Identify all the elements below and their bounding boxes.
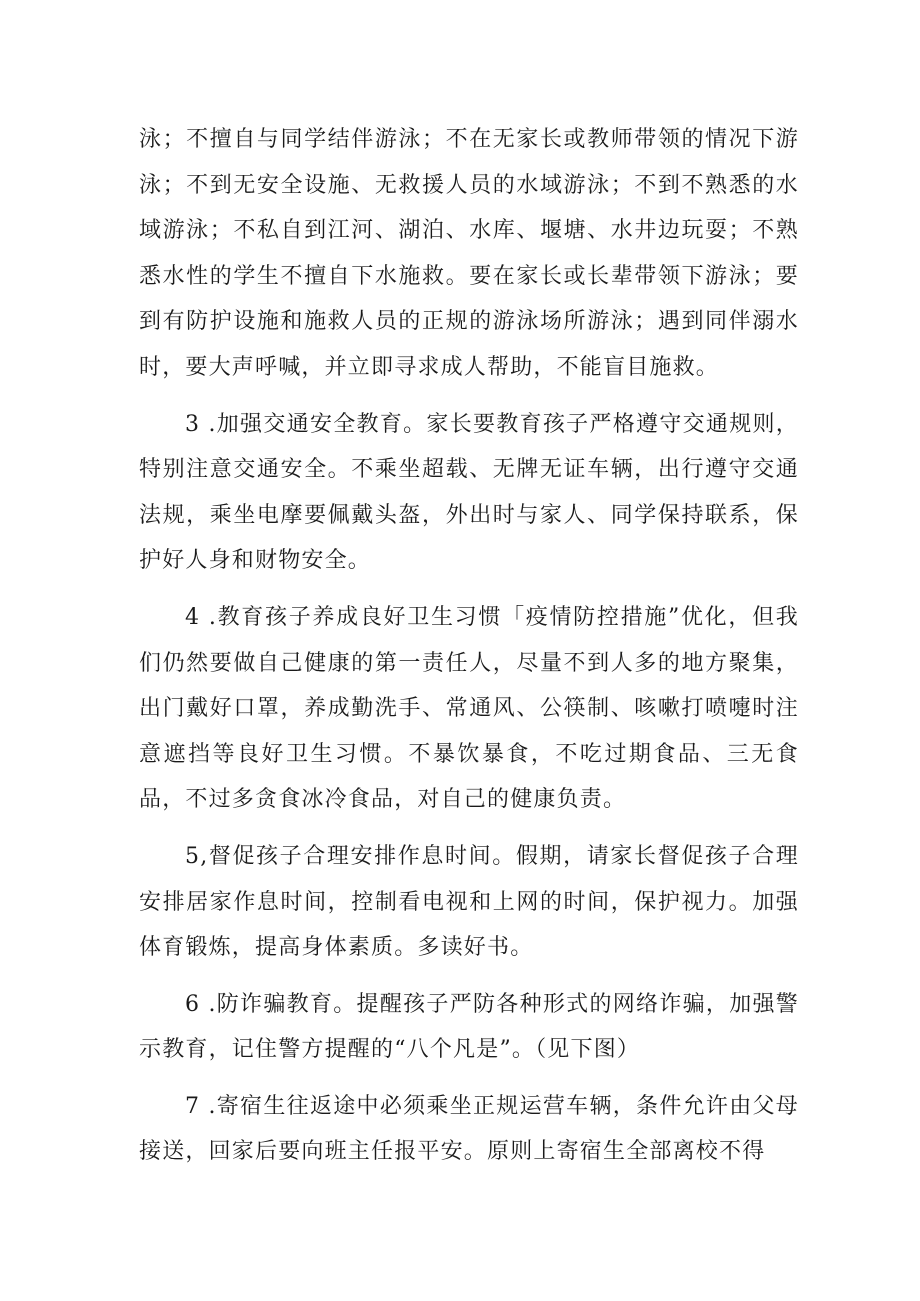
paragraph-hygiene-habits: 4 .教育孩子养成良好卫生习惯「疫情防控措施”优化，但我们仍然要做自己健康的第一责任人，尽量不到人多的地方聚集，出门戴好口罩，养成勤洗手、常通风、公筷制、咳嗽打喷嚏时注意遮挡等良好卫生习惯。不暴饮暴食，不吃过期食品、三无食品，不过多贪食冰冷食品，对自己的健康负责。 <box>139 604 799 813</box>
paragraph-swimming-continuation: 泳；不擅自与同学结伴游泳；不在无家长或教师带领的情况下游泳；不到无安全设施、无救援人员的水域游泳；不到不熟悉的水域游泳；不私自到江河、湖泊、水库、堰塘、水井边玩耍；不熟悉水性的学生不擅自下水施救。要在家长或长辈带领下游泳；要到有防护设施和施救人员的正规的游泳场所游泳；遇到同伴溺水时，要大声呼喊，并立即寻求成人帮助，不能盲目施救。 <box>139 127 799 380</box>
paragraph-traffic-safety: 3 .加强交通安全教育。家长要教育孩子严格遵守交通规则，特别注意交通安全。不乘坐超载、无牌无证车辆，出行遵守交通法规，乘坐电摩要佩戴头盔，外出时与家人、同学保持联系，保护好人身和财物安全。 <box>139 411 799 574</box>
body-text <box>139 117 799 1186</box>
paragraph-daily-schedule: 5,督促孩子合理安排作息时间。假期，请家长督促孩子合理安排居家作息时间，控制看电视和上网的时间，保护视力。加强体育锻炼，提高身体素质。多读好书。 <box>139 843 799 961</box>
paragraph-boarding-students: 7 .寄宿生往返途中必须乘坐正规运营车辆，条件允许由父母接送，回家后要向班主任报平安。原则上寄宿生全部离校不得 <box>139 1093 799 1165</box>
paragraph-anti-fraud: 6 .防诈骗教育。提醒孩子严防各种形式的网络诈骗，加强警示教育，记住警方提醒的“八个凡是”。（见下图） <box>139 991 799 1063</box>
